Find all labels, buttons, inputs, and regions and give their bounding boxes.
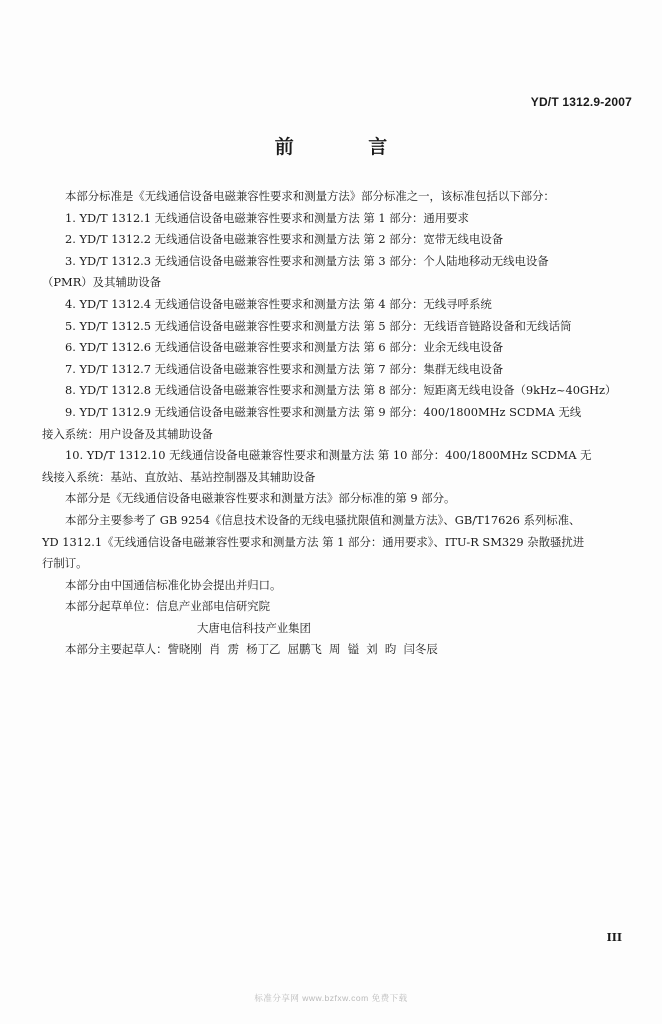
part-item-9: 9. YD/T 1312.9 无线通信设备电磁兼容性要求和测量方法 第 9 部分：400/1800MHz SCDMA 无线: [65, 404, 582, 419]
references-continuation-2: 行制订。: [42, 556, 88, 571]
drafting-units-line: [42, 596, 634, 618]
drafters-label: 本部分主要起草人：: [65, 642, 168, 657]
part-item-10: 10. YD/T 1312.10 无线通信设备电磁兼容性要求和测量方法 第 10 部分：400/1800MHz SCDMA 无: [65, 448, 592, 463]
part-item-5: 5. YD/T 1312.5 无线通信设备电磁兼容性要求和测量方法 第 5 部分：无线语音链路设备和无线话筒: [65, 318, 572, 333]
drafters-names: 訾晓刚 肖 雳 杨丁乙 屈鹏飞 周 镒 刘 昀 闫冬辰: [167, 642, 438, 657]
proposer-paragraph: 本部分由中国通信标准化协会提出并归口。: [65, 577, 282, 592]
drafting-unit-2: 大唐电信科技产业集团: [197, 620, 311, 635]
page-number: III: [606, 931, 622, 944]
page-title: 前 言: [274, 136, 422, 158]
footer-watermark: 标准分享网 www.bzfxw.com 免费下载: [254, 993, 408, 1003]
references-continuation: YD 1312.1《无线通信设备电磁兼容性要求和测量方法 第 1 部分：通用要求》、ITU-R SM329 杂散骚扰进: [42, 534, 585, 549]
part-item-10-continuation: 线接入系统：基站、直放站、基站控制器及其辅助设备: [42, 469, 316, 484]
part-item-8: 8. YD/T 1312.8 无线通信设备电磁兼容性要求和测量方法 第 8 部分：短距离无线电设备（9kHz~40GHz）: [65, 383, 617, 398]
drafters-line: [42, 639, 634, 661]
part-item-9-continuation: 接入系统：用户设备及其辅助设备: [42, 426, 213, 441]
part-item-2: 2. YD/T 1312.2 无线通信设备电磁兼容性要求和测量方法 第 2 部分：宽带无线电设备: [65, 232, 504, 247]
part-item-3-continuation: （PMR）及其辅助设备: [42, 275, 162, 290]
standard-code: YD/T 1312.9-2007: [530, 95, 632, 109]
part-item-3: 3. YD/T 1312.3 无线通信设备电磁兼容性要求和测量方法 第 3 部分：个人陆地移动无线电设备: [65, 253, 549, 268]
drafting-units-label: 本部分起草单位：: [65, 599, 157, 614]
part-item-4: 4. YD/T 1312.4 无线通信设备电磁兼容性要求和测量方法 第 4 部分：无线寻呼系统: [65, 296, 492, 311]
drafting-unit-1: 信息产业部电信研究院: [156, 599, 271, 614]
foreword-body: [42, 186, 634, 661]
part-item-6: 6. YD/T 1312.6 无线通信设备电磁兼容性要求和测量方法 第 6 部分：业余无线电设备: [65, 340, 504, 355]
part-item-1: 1. YD/T 1312.1 无线通信设备电磁兼容性要求和测量方法 第 1 部分：通用要求: [65, 210, 469, 225]
this-part-paragraph: 本部分是《无线通信设备电磁兼容性要求和测量方法》部分标准的第 9 部分。: [65, 491, 456, 506]
part-item-7: 7. YD/T 1312.7 无线通信设备电磁兼容性要求和测量方法 第 7 部分：集群无线电设备: [65, 361, 504, 376]
references-paragraph: 本部分主要参考了 GB 9254《信息技术设备的无线电骚扰限值和测量方法》、GB/T17626 系列标准、: [65, 512, 581, 527]
intro-paragraph: 本部分标准是《无线通信设备电磁兼容性要求和测量方法》部分标准之一，该标准包括以下部分：: [65, 189, 555, 203]
